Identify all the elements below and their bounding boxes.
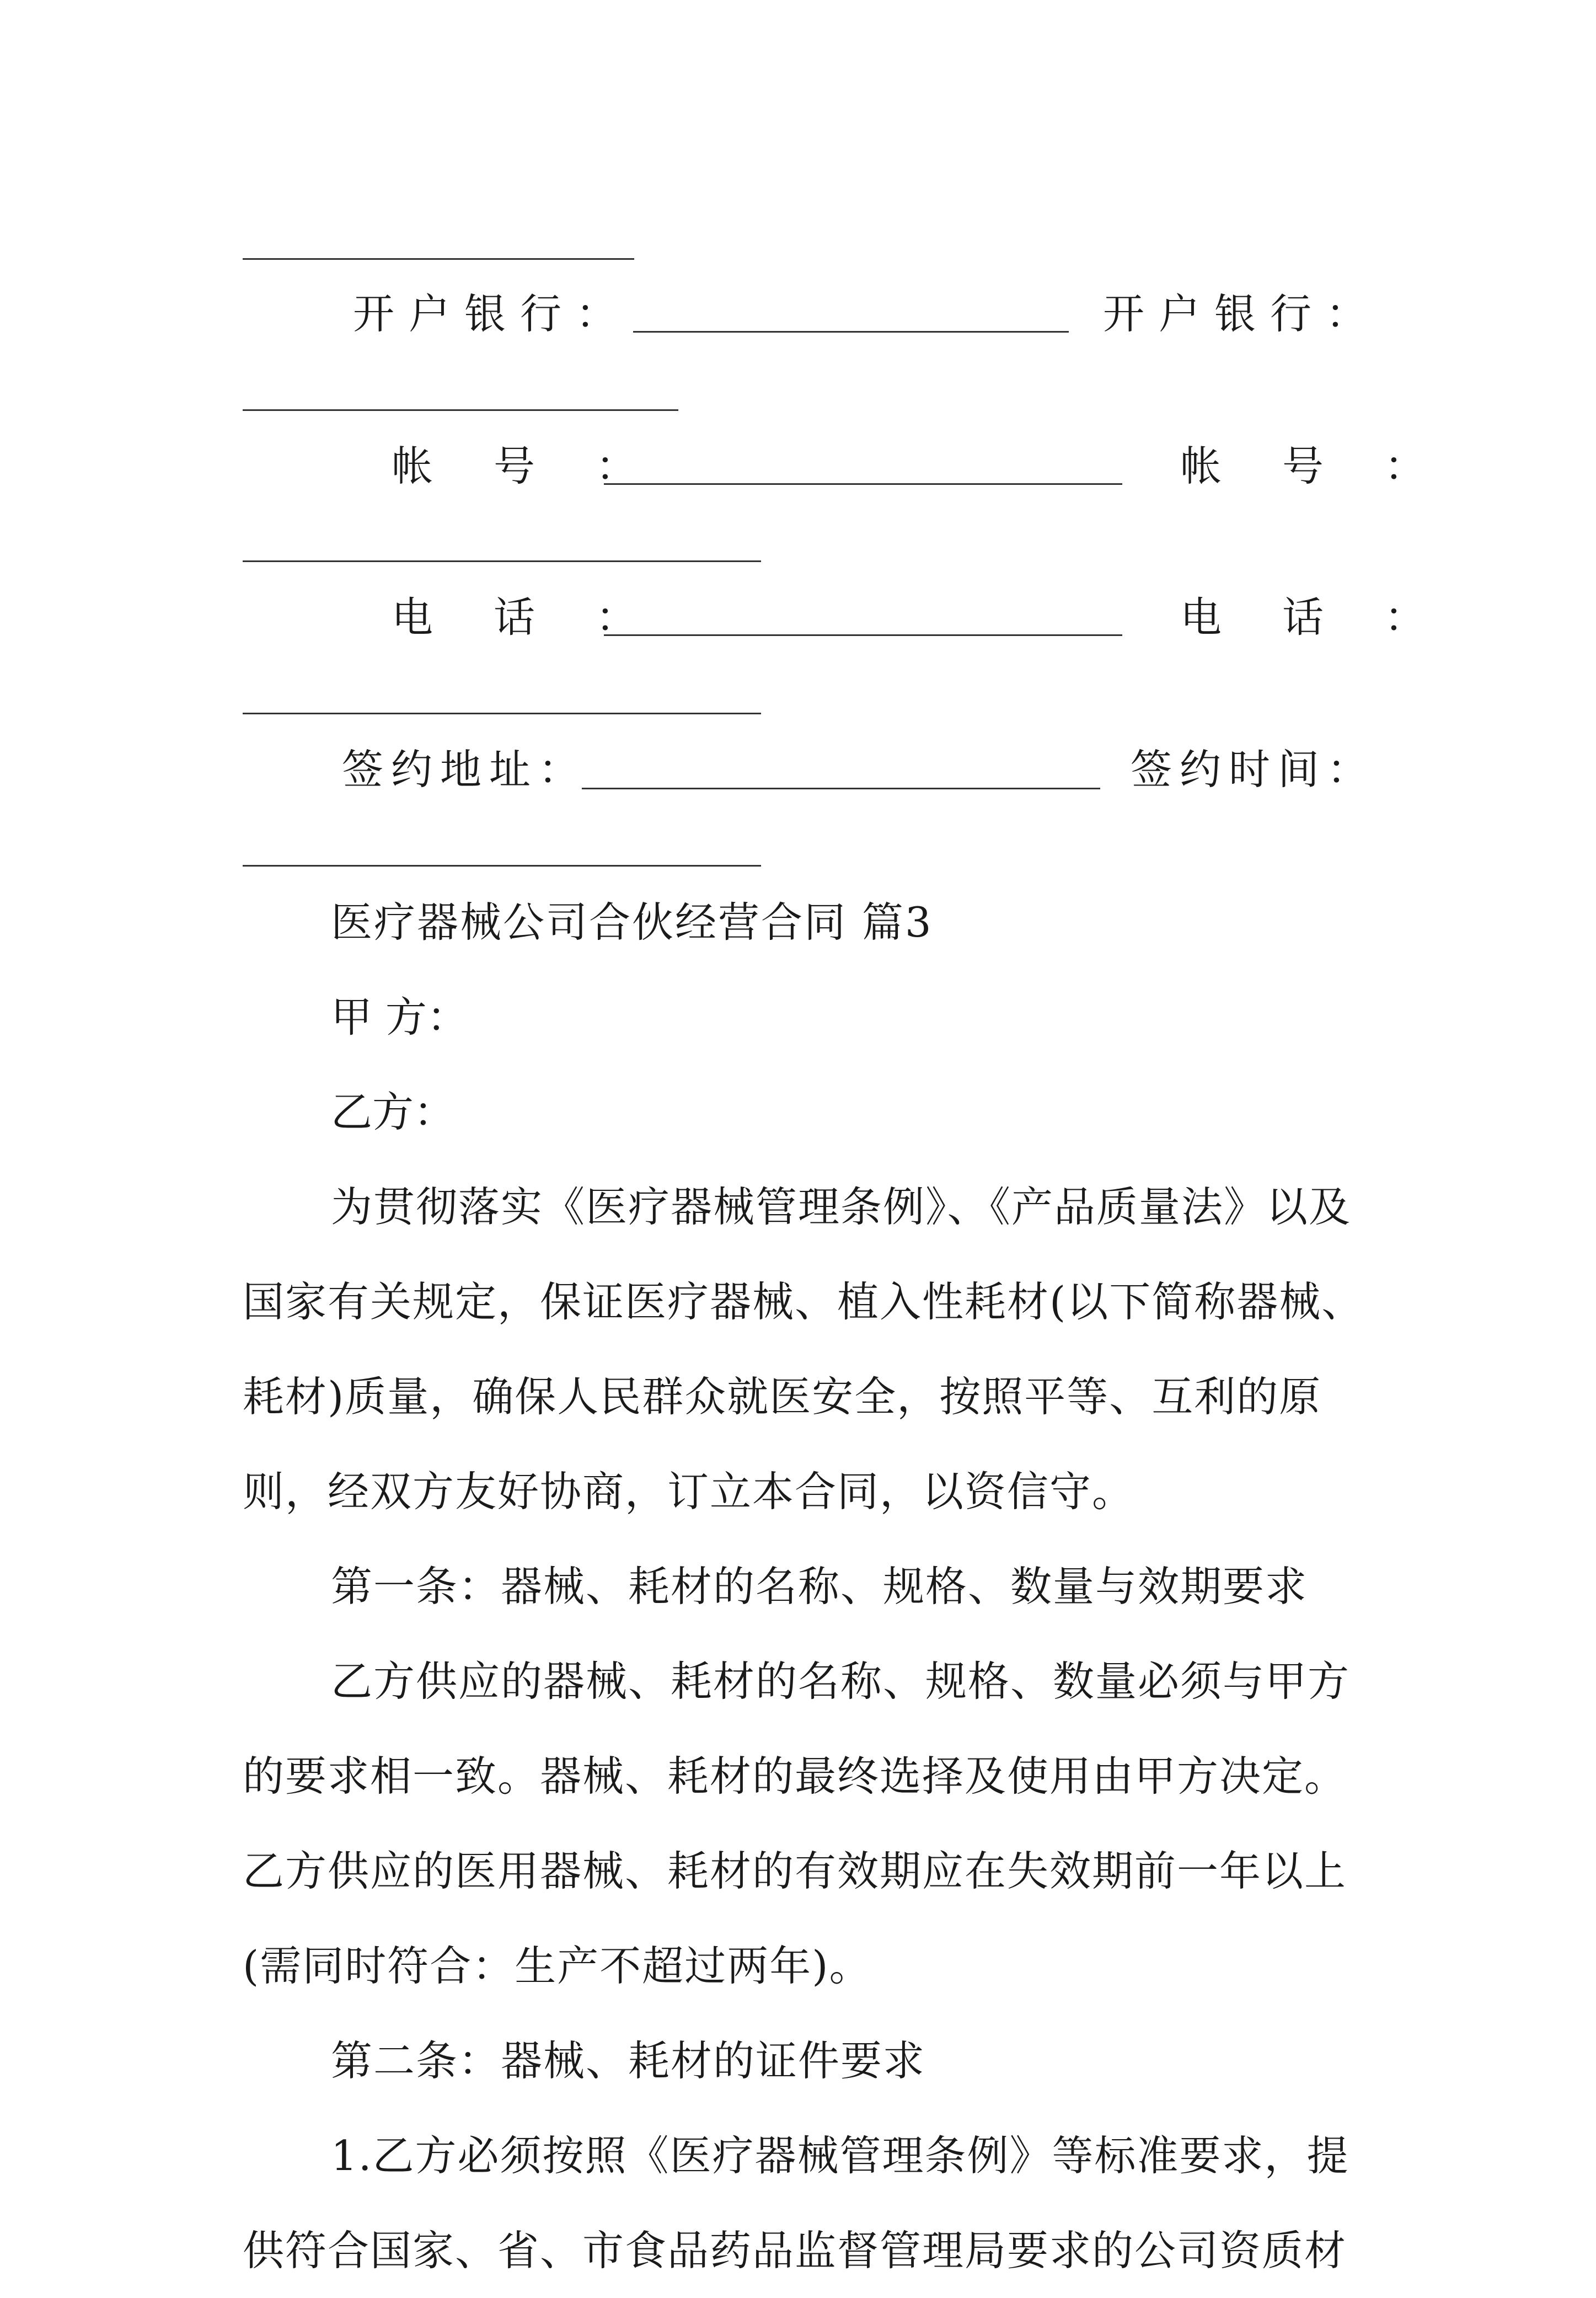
paragraph-line: (需同时符合：生产不超过两年)。 (243, 1942, 872, 1990)
party-b-label: 乙方： (331, 1088, 456, 1136)
phone-label-left: 电话： (392, 593, 698, 642)
paragraph-line: 国家有关规定，保证医疗器械、植入性耗材(以下简称器械、 (243, 1278, 1364, 1326)
paragraph-line: 乙方供应的医用器械、耗材的有效期应在失效期前一年以上 (243, 1847, 1347, 1895)
intro-paragraph (243, 1159, 1368, 1539)
paragraph-line: 为贯彻落实《医疗器械管理条例》、《产品质量法》以及 (331, 1183, 1352, 1231)
article1-paragraph (243, 1634, 1368, 2013)
account-label-left: 帐号： (392, 442, 698, 490)
bank-label-left: 开户银行： (353, 290, 632, 338)
paragraph-line: 的要求相一致。器械、耗材的最终选择及使用由甲方决定。 (243, 1752, 1347, 1800)
phone-blank-left (604, 634, 1122, 636)
contract-title: 医疗器械公司合伙经营合同 篇3 (331, 898, 933, 947)
phone-blank-right (243, 713, 761, 714)
phone-row (0, 587, 1596, 648)
bank-blank-right (243, 409, 678, 411)
bank-blank-left (633, 331, 1069, 333)
account-label-right: 帐号： (1180, 442, 1487, 490)
paragraph-line: 乙方供应的器械、耗材的名称、规格、数量必须与甲方 (331, 1657, 1351, 1706)
blank-line (243, 258, 634, 260)
sign-time-label: 签约时间： (1131, 745, 1377, 794)
account-blank-left (604, 483, 1122, 485)
account-blank-right (243, 560, 761, 562)
paragraph-line: 耗材)质量，确保人民群众就医安全，按照平等、互利的原 (243, 1372, 1322, 1421)
paragraph-line: 则，经双方友好协商，订立本合同，以资信守。 (243, 1467, 1135, 1516)
article1-title: 第一条：器械、耗材的名称、规格、数量与效期要求 (331, 1562, 1308, 1611)
article2-title: 第二条：器械、耗材的证件要求 (331, 2037, 926, 2085)
sign-time-blank (243, 865, 761, 867)
phone-label-right: 电话： (1180, 593, 1487, 642)
sign-place-label: 签约地址： (342, 745, 588, 794)
bank-row (0, 284, 1596, 344)
paragraph-line: 1.乙方必须按照《医疗器械管理条例》等标准要求，提 (331, 2131, 1349, 2180)
sign-row (0, 739, 1596, 800)
account-row (0, 436, 1596, 496)
bank-label-right: 开户银行： (1103, 290, 1382, 338)
sign-place-blank (582, 788, 1100, 789)
paragraph-line: 供符合国家、省、市食品药品监督管理局要求的公司资质材 (243, 2226, 1347, 2275)
party-a-label: 甲 方： (331, 993, 468, 1041)
article2-paragraph (243, 2108, 1368, 2298)
